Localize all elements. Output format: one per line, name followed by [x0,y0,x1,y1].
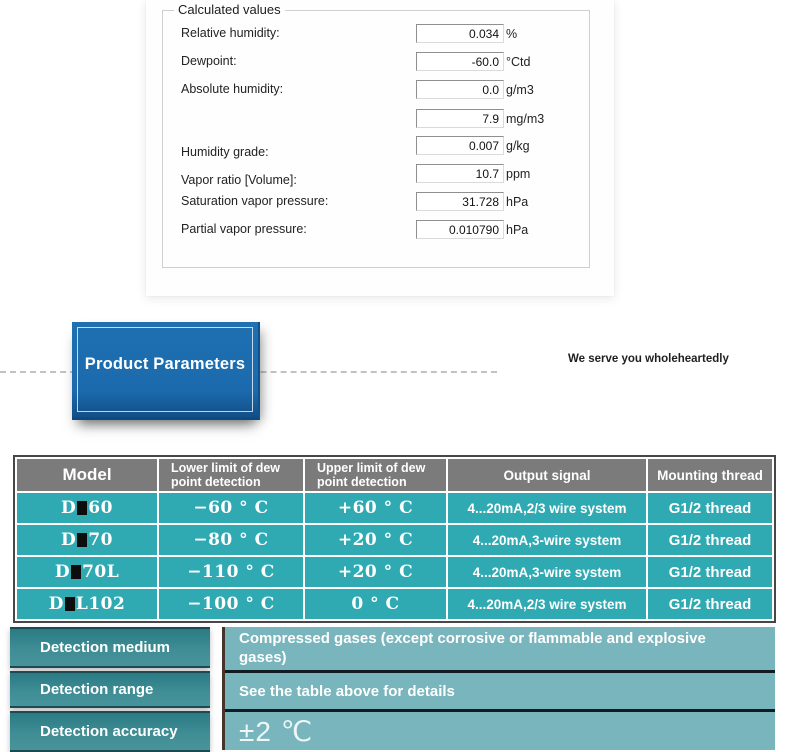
calc-row-saturation-vapor-pressure [163,192,589,212]
header-output-signal: Output signal [448,459,646,491]
groupbox-title: Calculated values [174,2,285,17]
detection-range-value: See the table above for details [225,673,775,709]
upper-limit-cell: +60 ° C [305,493,446,523]
mounting-thread-cell: G1/2 thread [648,589,772,619]
spec-table [13,455,776,623]
spec-table-header-row [17,459,772,491]
detection-medium-text: Compressed gases (except corrosive or flammable and explosive gases) [239,630,706,666]
redacted-character [71,565,81,579]
model-text: D [61,530,77,550]
unit-label: g/kg [506,139,530,153]
calculated-values-dialog [146,0,614,296]
header-model: Model [17,459,157,491]
field-label: Partial vapor pressure: [181,222,307,236]
mounting-thread-cell: G1/2 thread [648,493,772,523]
saturation-vapor-pressure-input[interactable] [416,192,504,211]
unit-label: g/m3 [506,83,534,97]
model-cell [17,525,157,555]
upper-limit-cell: +20 ° C [305,557,446,587]
detection-medium-value [225,627,775,670]
calc-row-relative-humidity [163,24,589,44]
lower-limit-cell: −110 ° C [159,557,303,587]
mounting-thread-cell: G1/2 thread [648,525,772,555]
detail-table-labels [10,627,210,752]
unit-label: hPa [506,223,529,237]
model-text: 70L [82,562,120,582]
field-label: Vapor ratio [Volume]: [181,173,297,187]
output-signal-cell: 4...20mA,2/3 wire system [448,493,646,523]
model-cell [17,589,157,619]
field-label: Saturation vapor pressure: [181,194,329,208]
absolute-humidity-mg-input[interactable] [416,109,504,128]
header-upper-limit: Upper limit of dew point detection [305,459,446,491]
unit-label: hPa [506,195,529,209]
field-label: Absolute humidity: [181,82,284,96]
unit-label: °Ctd [506,55,531,69]
output-signal-cell: 4...20mA,2/3 wire system [448,589,646,619]
service-tagline: We serve you wholeheartedly [568,353,729,365]
absolute-humidity-input[interactable] [416,80,504,99]
model-text: 60 [88,498,113,518]
output-signal-cell: 4...20mA,3-wire system [448,525,646,555]
header-lower-limit: Lower limit of dew point detection [159,459,303,491]
calc-row-humidity-grade [163,136,589,159]
output-signal-cell: 4...20mA,3-wire system [448,557,646,587]
field-label: Humidity grade: [181,145,269,159]
lower-limit-cell: −80 ° C [159,525,303,555]
model-cell [17,493,157,523]
header-mounting-thread: Mounting thread [648,459,772,491]
detection-medium-label: Detection medium [10,627,210,668]
detection-range-label: Detection range [10,671,210,708]
relative-humidity-input[interactable] [416,24,504,43]
model-cell [17,557,157,587]
unit-label: % [506,27,518,41]
lower-limit-cell: −60 ° C [159,493,303,523]
detection-accuracy-label: Detection accuracy [10,711,210,752]
product-parameters-banner [72,322,260,420]
model-text: D [48,594,64,614]
field-label: Relative humidity: [181,26,280,40]
model-text: L102 [75,594,126,614]
model-text: D [61,498,77,518]
upper-limit-cell: 0 ° C [305,589,446,619]
lower-limit-cell: −100 ° C [159,589,303,619]
calc-row-partial-vapor-pressure [163,220,589,240]
field-label: Dewpoint: [181,54,237,68]
redacted-character [77,533,87,547]
calc-row-dewpoint [163,52,589,72]
model-text: 70 [88,530,113,550]
table-row [17,589,772,619]
table-row [17,493,772,523]
detail-table-values [222,627,775,750]
redacted-character [77,501,87,515]
unit-label: mg/m3 [506,112,545,126]
unit-label: ppm [506,167,531,181]
redacted-character [65,597,75,611]
partial-vapor-pressure-input[interactable] [416,220,504,239]
upper-limit-cell: +20 ° C [305,525,446,555]
calc-row-absolute-humidity [163,80,589,100]
table-row [17,557,772,587]
detection-accuracy-value: ±2 ℃ [225,712,775,750]
calculated-values-groupbox [162,2,590,268]
banner-title: Product Parameters [84,355,246,373]
mounting-thread-cell: G1/2 thread [648,557,772,587]
dewpoint-input[interactable] [416,52,504,71]
model-text: D [54,562,71,582]
humidity-grade-input[interactable] [416,136,504,155]
table-row [17,525,772,555]
calc-row-absolute-humidity-mg [163,109,589,129]
vapor-ratio-input[interactable] [416,164,504,183]
calc-row-vapor-ratio [163,164,589,187]
